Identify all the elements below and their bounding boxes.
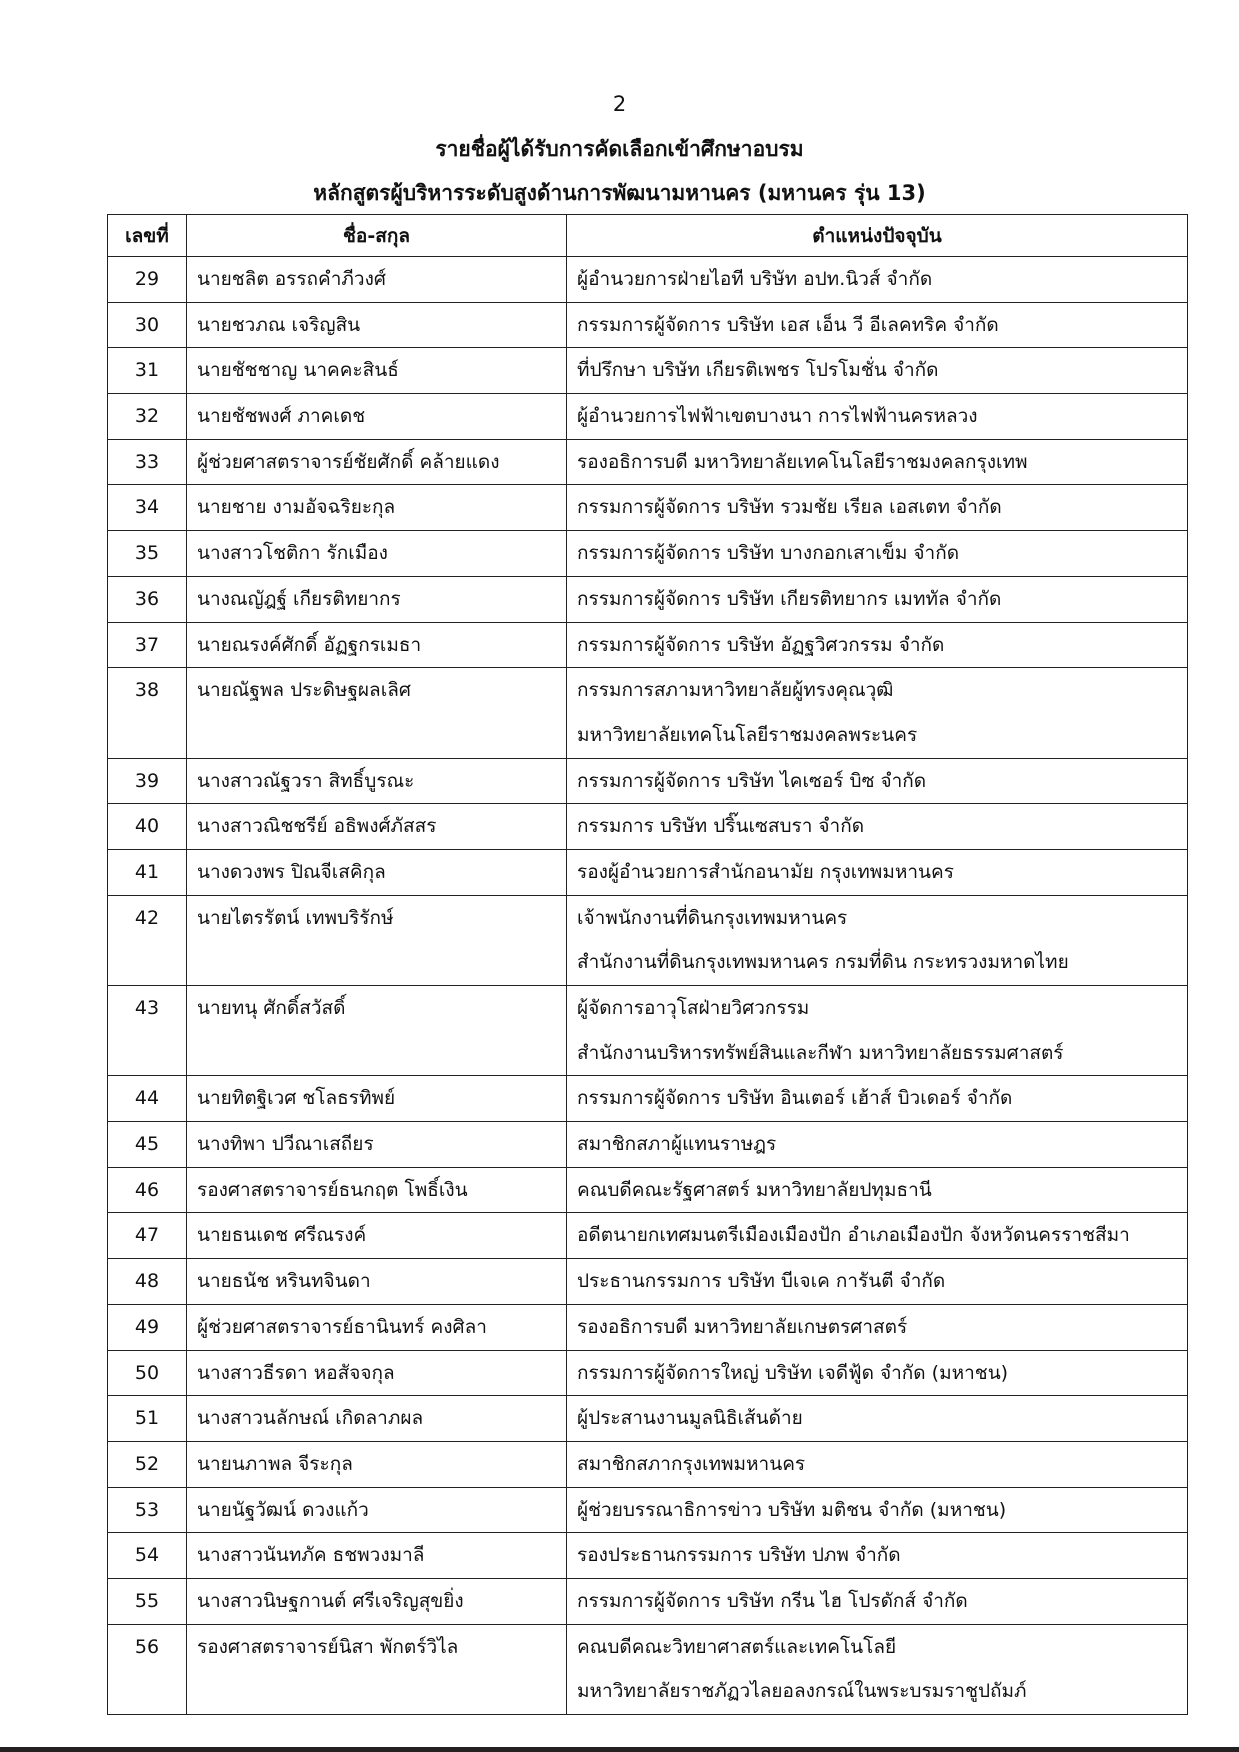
table-row	[108, 668, 1188, 758]
row-name-text: นายทนุ ศักดิ์สวัสดิ์	[197, 997, 346, 1019]
row-name	[187, 895, 567, 985]
row-number-text: 49	[134, 1315, 160, 1338]
row-number	[108, 895, 187, 985]
row-position-line: กรรมการผู้จัดการใหญ่ บริษัท เจดีฟู้ด จำกัด (มหาชน)	[577, 1361, 1009, 1384]
row-name	[187, 1533, 567, 1579]
row-position-line: ผู้อำนวยการฝ่ายไอที บริษัท อปท.นิวส์ จำกัด	[577, 268, 933, 290]
row-name	[187, 1487, 567, 1533]
row-number-text: 54	[134, 1544, 160, 1567]
table-row	[108, 622, 1188, 668]
row-number	[108, 1122, 187, 1168]
row-name	[187, 302, 567, 348]
row-number	[108, 1624, 187, 1714]
row-number	[108, 849, 187, 895]
row-name-text: นายธนเดช ศรีณรงค์	[197, 1224, 367, 1247]
row-number-text: 38	[134, 679, 160, 702]
table-row	[108, 1304, 1188, 1350]
row-name-text: นายชัชพงศ์ ภาคเดช	[197, 405, 366, 428]
row-number	[108, 622, 187, 668]
row-number	[108, 1533, 187, 1579]
row-position-line: คณบดีคณะวิทยาศาสตร์และเทคโนโลยี	[577, 1635, 897, 1658]
row-number	[108, 485, 187, 531]
row-number-text: 40	[134, 815, 160, 838]
table-header-row	[108, 215, 1188, 257]
row-position	[567, 1533, 1188, 1579]
row-number	[108, 668, 187, 758]
row-name	[187, 394, 567, 440]
row-position	[567, 849, 1188, 895]
row-name	[187, 622, 567, 668]
row-name	[187, 1441, 567, 1487]
row-position-line: กรรมการ บริษัท ปริ๊นเซสบรา จำกัด	[577, 815, 865, 838]
row-number	[108, 758, 187, 804]
row-name	[187, 531, 567, 577]
row-number-text: 47	[134, 1224, 160, 1247]
row-name	[187, 1350, 567, 1396]
row-number	[108, 1213, 187, 1259]
row-name	[187, 668, 567, 758]
row-number	[108, 1487, 187, 1533]
row-name	[187, 485, 567, 531]
row-number-text: 53	[134, 1498, 160, 1521]
table-row	[108, 1441, 1188, 1487]
table-row	[108, 986, 1188, 1076]
row-position	[567, 1441, 1188, 1487]
row-name	[187, 1396, 567, 1442]
row-name-text: นายนภาพล จีระกุล	[197, 1452, 353, 1475]
row-number-text: 51	[134, 1407, 160, 1430]
row-name-text: นางสาวนลักษณ์ เกิดลาภผล	[197, 1407, 424, 1430]
row-number-text: 29	[134, 268, 160, 290]
row-number	[108, 531, 187, 577]
row-position-line: ผู้จัดการอาวุโสฝ่ายวิศวกรรม	[577, 997, 810, 1019]
row-name	[187, 1213, 567, 1259]
header-number: เลขที่	[108, 215, 187, 257]
row-name-text: รองศาสตราจารย์นิสา พักตร์วิไล	[197, 1635, 459, 1658]
row-name	[187, 1122, 567, 1168]
row-name-text: นายไตรรัตน์ เทพบริรักษ์	[197, 906, 394, 929]
row-number-text: 42	[134, 906, 160, 929]
row-position-line: ผู้อำนวยการไฟฟ้าเขตบางนา การไฟฟ้านครหลวง	[577, 405, 978, 428]
row-position-line: อดีตนายกเทศมนตรีเมืองเมืองปัก อำเภอเมืองปัก จังหวัดนครราชสีมา	[577, 1224, 1130, 1247]
row-position-line: รองผู้อำนวยการสำนักอนามัย กรุงเทพมหานคร	[577, 860, 954, 883]
row-number-text: 39	[134, 769, 160, 792]
row-number	[108, 986, 187, 1076]
row-number-text: 52	[134, 1452, 160, 1475]
row-position-line: รองประธานกรรมการ บริษัท ปภพ จำกัด	[577, 1544, 901, 1567]
row-name-text: นางสาวนิษฐกานต์ ศรีเจริญสุขยิ่ง	[197, 1589, 464, 1612]
row-number	[108, 1441, 187, 1487]
row-position	[567, 668, 1188, 758]
row-name-text: ผู้ช่วยศาสตราจารย์ธานินทร์ คงศิลา	[197, 1315, 487, 1338]
row-number	[108, 576, 187, 622]
row-name	[187, 986, 567, 1076]
row-position	[567, 394, 1188, 440]
row-number-text: 46	[134, 1178, 160, 1201]
document-title: รายชื่อผู้ได้รับการคัดเลือกเข้าศึกษาอบรม	[435, 137, 804, 161]
table-row	[108, 576, 1188, 622]
row-name-text: นางดวงพร ปิณจีเสคิกุล	[197, 860, 386, 883]
row-name-text: นางทิพา ปวีณาเสถียร	[197, 1133, 374, 1156]
table-row	[108, 439, 1188, 485]
row-number-text: 43	[134, 997, 160, 1019]
row-position-line: มหาวิทยาลัยราชภัฏวไลยอลงกรณ์ในพระบรมราชูปถัมภ์	[577, 1680, 1027, 1703]
row-number-text: 55	[134, 1589, 160, 1612]
table-row	[108, 849, 1188, 895]
row-position-line: เจ้าพนักงานที่ดินกรุงเทพมหานคร	[577, 906, 848, 929]
row-name-text: นายณัฐพล ประดิษฐผลเลิศ	[197, 679, 411, 702]
row-number	[108, 804, 187, 850]
row-position	[567, 257, 1188, 303]
row-position	[567, 302, 1188, 348]
row-name	[187, 1624, 567, 1714]
row-position	[567, 1396, 1188, 1442]
row-position-line: กรรมการผู้จัดการ บริษัท เกียรติทยากร เมททัล จำกัด	[577, 587, 1002, 610]
row-position	[567, 758, 1188, 804]
row-position	[567, 1122, 1188, 1168]
row-position	[567, 622, 1188, 668]
row-number-text: 37	[134, 633, 160, 656]
row-position	[567, 1076, 1188, 1122]
table-row	[108, 1259, 1188, 1305]
row-position	[567, 804, 1188, 850]
row-name-text: นายชัชชาญ นาคคะสินธ์	[197, 359, 399, 382]
table-row	[108, 895, 1188, 985]
row-name-text: นายนัฐวัฒน์ ดวงแก้ว	[197, 1498, 369, 1521]
row-position-line: ผู้ช่วยบรรณาธิการข่าว บริษัท มติชน จำกัด (มหาชน)	[577, 1498, 1007, 1521]
row-position	[567, 439, 1188, 485]
table-row	[108, 1396, 1188, 1442]
row-number-text: 30	[134, 313, 160, 336]
row-name	[187, 1167, 567, 1213]
table-body	[108, 257, 1188, 1715]
row-position	[567, 986, 1188, 1076]
row-name	[187, 1578, 567, 1624]
row-position	[567, 1578, 1188, 1624]
row-position-line: กรรมการผู้จัดการ บริษัท รวมชัย เรียล เอสเตท จำกัด	[577, 496, 1002, 519]
row-position	[567, 1304, 1188, 1350]
row-position-line: กรรมการสภามหาวิทยาลัยผู้ทรงคุณวุฒิ	[577, 679, 894, 702]
row-position-line: รองอธิการบดี มหาวิทยาลัยเกษตรศาสตร์	[577, 1315, 908, 1338]
row-position-line: สมาชิกสภาผู้แทนราษฎร	[577, 1133, 777, 1156]
row-name-text: ผู้ช่วยศาสตราจารย์ชัยศักดิ์ คล้ายแดง	[197, 450, 500, 473]
table-row	[108, 1624, 1188, 1714]
header-position: ตำแหน่งปัจจุบัน	[567, 215, 1188, 257]
row-number	[108, 257, 187, 303]
row-name	[187, 1259, 567, 1305]
row-name	[187, 576, 567, 622]
row-name	[187, 1304, 567, 1350]
row-number	[108, 1350, 187, 1396]
row-position-line: คณบดีคณะรัฐศาสตร์ มหาวิทยาลัยปทุมธานี	[577, 1178, 932, 1201]
row-position-line: กรรมการผู้จัดการ บริษัท เอส เอ็น วี อีเลคทริค จำกัด	[577, 313, 999, 336]
row-position-line: สมาชิกสภากรุงเทพมหานคร	[577, 1452, 806, 1475]
row-position-line: กรรมการผู้จัดการ บริษัท กรีน ไฮ โปรดักส์ จำกัด	[577, 1589, 968, 1612]
header-name: ชื่อ-สกุล	[187, 215, 567, 257]
row-position-line: กรรมการผู้จัดการ บริษัท อัฏฐวิศวกรรม จำกัด	[577, 633, 945, 656]
table-row	[108, 485, 1188, 531]
row-name-text: นางสาวธีรดา หอสัจจกุล	[197, 1361, 395, 1384]
table-row	[108, 1167, 1188, 1213]
table-row	[108, 1533, 1188, 1579]
row-number-text: 56	[134, 1635, 160, 1658]
row-name-text: นายชวภณ เจริญสิน	[197, 313, 361, 336]
row-number-text: 41	[134, 860, 160, 883]
row-position	[567, 1350, 1188, 1396]
row-number	[108, 394, 187, 440]
row-position	[567, 1213, 1188, 1259]
row-number-text: 33	[134, 450, 160, 473]
row-position-line: สำนักงานที่ดินกรุงเทพมหานคร กรมที่ดิน กระทรวงมหาดไทย	[577, 951, 1069, 974]
row-name-text: นางสาวณิชชรีย์ อธิพงศ์ภัสสร	[197, 815, 437, 838]
row-number	[108, 1167, 187, 1213]
row-number	[108, 302, 187, 348]
row-name-text: นายชาย งามอัจฉริยะกุล	[197, 496, 396, 519]
row-number-text: 34	[134, 496, 160, 519]
row-position	[567, 1624, 1188, 1714]
row-name-text: นางณญัฎฐ์ เกียรติทยากร	[197, 587, 401, 610]
roster-table	[107, 214, 1188, 1715]
row-position-line: ที่ปรึกษา บริษัท เกียรติเพชร โปรโมชั่น จำกัด	[577, 359, 939, 382]
document-subtitle: หลักสูตรผู้บริหารระดับสูงด้านการพัฒนามหานคร (มหานคร รุ่น 13)	[313, 181, 926, 205]
row-number-text: 44	[134, 1087, 160, 1110]
table-row	[108, 1487, 1188, 1533]
row-number-text: 50	[134, 1361, 160, 1384]
row-number	[108, 348, 187, 394]
row-name	[187, 1076, 567, 1122]
row-position	[567, 1487, 1188, 1533]
row-number	[108, 1396, 187, 1442]
table-row	[108, 804, 1188, 850]
row-name-text: นางสาวโชติกา รักเมือง	[197, 542, 388, 565]
row-name-text: นายณรงค์ศักดิ์ อัฏฐกรเมธา	[197, 633, 422, 656]
row-name-text: นายทิตฐิเวศ ชโลธรทิพย์	[197, 1087, 396, 1110]
row-name-text: นางสาวณัฐวรา สิทธิ์บูรณะ	[197, 769, 415, 792]
row-number	[108, 1259, 187, 1305]
table-row	[108, 257, 1188, 303]
row-position	[567, 485, 1188, 531]
row-position-line: ประธานกรรมการ บริษัท บีเจเค การันตี จำกัด	[577, 1270, 946, 1293]
row-position-line: กรรมการผู้จัดการ บริษัท ไคเซอร์ บิซ จำกัด	[577, 769, 927, 792]
table-row	[108, 1350, 1188, 1396]
row-position-line: สำนักงานบริหารทรัพย์สินและกีฬา มหาวิทยาลัยธรรมศาสตร์	[577, 1041, 1064, 1064]
row-position-line: กรรมการผู้จัดการ บริษัท อินเตอร์ เฮ้าส์ บิวเดอร์ จำกัด	[577, 1087, 1013, 1110]
row-position	[567, 1259, 1188, 1305]
row-name	[187, 439, 567, 485]
row-name	[187, 348, 567, 394]
row-number-text: 48	[134, 1270, 160, 1293]
table-row	[108, 758, 1188, 804]
table-row	[108, 1122, 1188, 1168]
table-row	[108, 302, 1188, 348]
row-position	[567, 1167, 1188, 1213]
row-number-text: 45	[134, 1133, 160, 1156]
row-position	[567, 895, 1188, 985]
row-position	[567, 348, 1188, 394]
row-name-text: นางสาวนันทภัค ธชพวงมาลี	[197, 1544, 425, 1567]
table-row	[108, 348, 1188, 394]
row-number	[108, 1578, 187, 1624]
row-name-text: รองศาสตราจารย์ธนกฤต โพธิ์เงิน	[197, 1178, 468, 1201]
row-number-text: 35	[134, 542, 160, 565]
row-position-line: กรรมการผู้จัดการ บริษัท บางกอกเสาเข็ม จำกัด	[577, 542, 960, 565]
table-row	[108, 394, 1188, 440]
row-position-line: รองอธิการบดี มหาวิทยาลัยเทคโนโลยีราชมงคลกรุงเทพ	[577, 450, 1028, 473]
table-row	[108, 1578, 1188, 1624]
row-number	[108, 439, 187, 485]
row-name-text: นายธนัช หรินทจินดา	[197, 1270, 371, 1293]
row-number	[108, 1076, 187, 1122]
row-name	[187, 804, 567, 850]
row-position	[567, 531, 1188, 577]
row-name	[187, 758, 567, 804]
table-row	[108, 1213, 1188, 1259]
row-position-line: ผู้ประสานงานมูลนิธิเส้นด้าย	[577, 1407, 803, 1430]
row-number-text: 36	[134, 587, 160, 610]
scan-edge-bar	[0, 1747, 1239, 1752]
row-name-text: นายชลิต อรรถคำภีวงศ์	[197, 268, 386, 290]
table-row	[108, 531, 1188, 577]
row-number-text: 31	[134, 359, 160, 382]
row-name	[187, 257, 567, 303]
page-number: 2	[612, 92, 627, 116]
table-row	[108, 1076, 1188, 1122]
row-position-line: มหาวิทยาลัยเทคโนโลยีราชมงคลพระนคร	[577, 723, 918, 746]
row-name	[187, 849, 567, 895]
row-position	[567, 576, 1188, 622]
row-number-text: 32	[134, 405, 160, 428]
row-number	[108, 1304, 187, 1350]
